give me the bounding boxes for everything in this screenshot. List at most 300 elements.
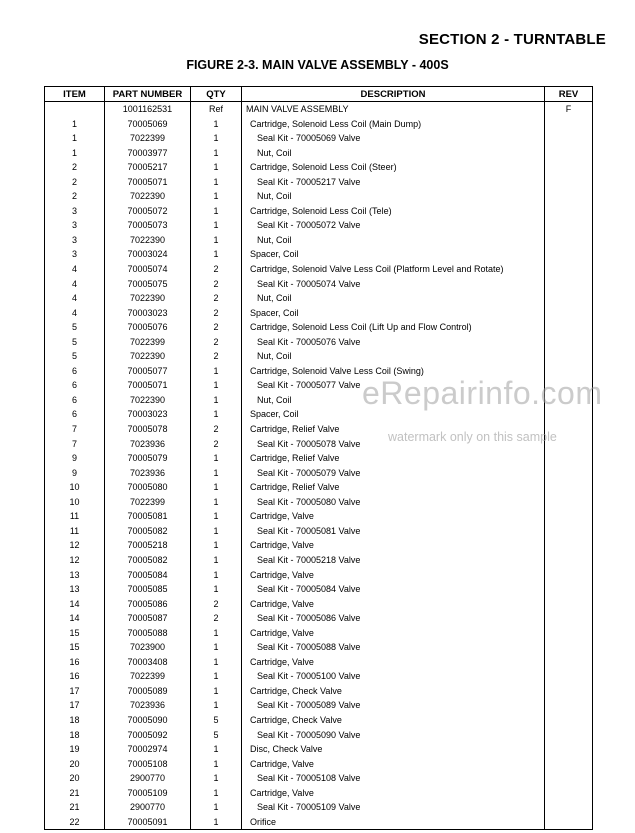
cell-description: Seal Kit - 70005217 Valve [242, 175, 545, 190]
column-header-rev: REV [545, 87, 593, 102]
cell-qty: 1 [191, 669, 242, 684]
cell-part-number: 70005076 [105, 320, 191, 335]
cell-item: 3 [45, 233, 105, 248]
cell-qty: 1 [191, 175, 242, 190]
cell-part-number: 70005079 [105, 451, 191, 466]
cell-description: Seal Kit - 70005108 Valve [242, 771, 545, 786]
cell-qty: 1 [191, 698, 242, 713]
cell-description: Cartridge, Solenoid Less Coil (Main Dump) [242, 117, 545, 132]
cell-rev [545, 277, 593, 292]
cell-qty: 1 [191, 466, 242, 481]
cell-description: Seal Kit - 70005074 Valve [242, 277, 545, 292]
cell-item: 11 [45, 509, 105, 524]
cell-qty: 1 [191, 131, 242, 146]
cell-qty: 1 [191, 378, 242, 393]
cell-description: Cartridge, Solenoid Less Coil (Tele) [242, 204, 545, 219]
table-row [45, 160, 593, 175]
cell-part-number: 7022390 [105, 349, 191, 364]
cell-part-number: 70002974 [105, 742, 191, 757]
cell-part-number: 1001162531 [105, 102, 191, 117]
table-row [45, 306, 593, 321]
cell-rev [545, 698, 593, 713]
column-header-description: DESCRIPTION [242, 87, 545, 102]
table-row [45, 102, 593, 117]
table-row [45, 815, 593, 830]
cell-item [45, 102, 105, 117]
cell-description: Cartridge, Valve [242, 757, 545, 772]
cell-description: Spacer, Coil [242, 407, 545, 422]
cell-qty: 5 [191, 728, 242, 743]
table-row [45, 728, 593, 743]
cell-rev [545, 757, 593, 772]
watermark-note: watermark only on this sample [388, 430, 557, 444]
cell-part-number: 2900770 [105, 800, 191, 815]
cell-description: Cartridge, Check Valve [242, 684, 545, 699]
cell-item: 14 [45, 597, 105, 612]
cell-description: Cartridge, Solenoid Valve Less Coil (Platform Level and Rotate) [242, 262, 545, 277]
cell-description: Seal Kit - 70005084 Valve [242, 582, 545, 597]
cell-description: Cartridge, Relief Valve [242, 451, 545, 466]
cell-qty: 2 [191, 437, 242, 452]
cell-rev [545, 626, 593, 641]
cell-rev [545, 815, 593, 830]
cell-part-number: 7022390 [105, 189, 191, 204]
figure-title: FIGURE 2-3. MAIN VALVE ASSEMBLY - 400S [186, 58, 449, 72]
cell-part-number: 7022390 [105, 393, 191, 408]
table-row [45, 713, 593, 728]
cell-part-number: 7022399 [105, 131, 191, 146]
table-row [45, 335, 593, 350]
cell-description: Cartridge, Solenoid Less Coil (Steer) [242, 160, 545, 175]
cell-rev [545, 160, 593, 175]
cell-item: 2 [45, 160, 105, 175]
table-row [45, 538, 593, 553]
cell-item: 16 [45, 669, 105, 684]
table-row [45, 247, 593, 262]
cell-item: 13 [45, 568, 105, 583]
cell-description: Cartridge, Valve [242, 538, 545, 553]
cell-rev [545, 669, 593, 684]
table-row [45, 640, 593, 655]
cell-description: Cartridge, Valve [242, 655, 545, 670]
cell-description: Seal Kit - 70005079 Valve [242, 466, 545, 481]
cell-part-number: 70005092 [105, 728, 191, 743]
cell-description: Seal Kit - 70005077 Valve [242, 378, 545, 393]
cell-part-number: 7022399 [105, 669, 191, 684]
cell-item: 9 [45, 466, 105, 481]
cell-item: 11 [45, 524, 105, 539]
table-row [45, 757, 593, 772]
cell-item: 3 [45, 247, 105, 262]
cell-rev [545, 495, 593, 510]
table-row [45, 626, 593, 641]
cell-item: 20 [45, 757, 105, 772]
cell-part-number: 70005071 [105, 175, 191, 190]
cell-part-number: 70005109 [105, 786, 191, 801]
cell-part-number: 70005086 [105, 597, 191, 612]
cell-qty: 2 [191, 335, 242, 350]
cell-part-number: 70005085 [105, 582, 191, 597]
cell-rev: F [545, 102, 593, 117]
table-row [45, 175, 593, 190]
cell-qty: 1 [191, 160, 242, 175]
cell-rev [545, 117, 593, 132]
table-row [45, 146, 593, 161]
cell-description: Seal Kit - 70005090 Valve [242, 728, 545, 743]
cell-item: 4 [45, 291, 105, 306]
cell-part-number: 70005073 [105, 218, 191, 233]
cell-qty: 2 [191, 262, 242, 277]
section-title: SECTION 2 - TURNTABLE [418, 31, 606, 48]
cell-part-number: 70005081 [105, 509, 191, 524]
cell-qty: 1 [191, 786, 242, 801]
cell-description: Seal Kit - 70005069 Valve [242, 131, 545, 146]
cell-description: Seal Kit - 70005086 Valve [242, 611, 545, 626]
table-row [45, 451, 593, 466]
cell-part-number: 70005108 [105, 757, 191, 772]
cell-rev [545, 175, 593, 190]
cell-rev [545, 538, 593, 553]
cell-item: 20 [45, 771, 105, 786]
cell-rev [545, 131, 593, 146]
cell-rev [545, 771, 593, 786]
cell-description: Seal Kit - 70005100 Valve [242, 669, 545, 684]
cell-qty: 1 [191, 757, 242, 772]
cell-description: Seal Kit - 70005081 Valve [242, 524, 545, 539]
table-row [45, 524, 593, 539]
cell-rev [545, 655, 593, 670]
cell-qty: 1 [191, 742, 242, 757]
cell-item: 6 [45, 407, 105, 422]
cell-description: Seal Kit - 70005078 Valve [242, 437, 545, 452]
cell-part-number: 70005218 [105, 538, 191, 553]
cell-rev [545, 509, 593, 524]
cell-rev [545, 189, 593, 204]
table-row [45, 582, 593, 597]
cell-item: 4 [45, 262, 105, 277]
table-row [45, 771, 593, 786]
cell-item: 4 [45, 277, 105, 292]
cell-item: 12 [45, 553, 105, 568]
cell-qty: 1 [191, 204, 242, 219]
cell-part-number: 70005089 [105, 684, 191, 699]
cell-rev [545, 786, 593, 801]
cell-qty: 1 [191, 626, 242, 641]
cell-item: 19 [45, 742, 105, 757]
cell-description: Seal Kit - 70005089 Valve [242, 698, 545, 713]
cell-item: 5 [45, 349, 105, 364]
cell-part-number: 70005072 [105, 204, 191, 219]
cell-rev [545, 262, 593, 277]
cell-rev [545, 800, 593, 815]
cell-rev [545, 480, 593, 495]
watermark-brand: eRepairinfo.com [362, 375, 603, 411]
table-row [45, 669, 593, 684]
cell-item: 16 [45, 655, 105, 670]
cell-qty: 1 [191, 684, 242, 699]
cell-item: 15 [45, 640, 105, 655]
cell-item: 17 [45, 698, 105, 713]
cell-qty: 1 [191, 509, 242, 524]
cell-part-number: 70005087 [105, 611, 191, 626]
cell-rev [545, 582, 593, 597]
cell-description: Orifice [242, 815, 545, 830]
cell-part-number: 70005084 [105, 568, 191, 583]
cell-part-number: 70005071 [105, 378, 191, 393]
cell-qty: 1 [191, 393, 242, 408]
cell-description: Nut, Coil [242, 393, 545, 408]
cell-part-number: 7023936 [105, 698, 191, 713]
cell-description: Nut, Coil [242, 291, 545, 306]
cell-item: 9 [45, 451, 105, 466]
cell-qty: 1 [191, 451, 242, 466]
cell-item: 14 [45, 611, 105, 626]
cell-qty: 1 [191, 568, 242, 583]
cell-qty: 2 [191, 422, 242, 437]
cell-rev [545, 597, 593, 612]
cell-rev [545, 320, 593, 335]
cell-description: Spacer, Coil [242, 247, 545, 262]
table-row [45, 117, 593, 132]
table-row [45, 553, 593, 568]
column-header-qty: QTY [191, 87, 242, 102]
cell-item: 7 [45, 422, 105, 437]
table-row [45, 466, 593, 481]
cell-item: 7 [45, 437, 105, 452]
cell-item: 5 [45, 335, 105, 350]
cell-rev [545, 611, 593, 626]
table-row [45, 495, 593, 510]
cell-part-number: 70005075 [105, 277, 191, 292]
cell-description: Spacer, Coil [242, 306, 545, 321]
cell-item: 21 [45, 786, 105, 801]
table-row [45, 262, 593, 277]
cell-qty: 1 [191, 146, 242, 161]
cell-qty: 1 [191, 218, 242, 233]
cell-part-number: 7022390 [105, 291, 191, 306]
cell-qty: 1 [191, 117, 242, 132]
table-row [45, 320, 593, 335]
cell-rev [545, 306, 593, 321]
cell-part-number: 70005077 [105, 364, 191, 379]
cell-qty: 1 [191, 815, 242, 830]
table-row [45, 786, 593, 801]
cell-qty: 2 [191, 611, 242, 626]
cell-part-number: 70003023 [105, 407, 191, 422]
cell-description: MAIN VALVE ASSEMBLY [242, 102, 545, 117]
cell-rev [545, 640, 593, 655]
cell-rev [545, 218, 593, 233]
table-row [45, 698, 593, 713]
column-header-item: ITEM [45, 87, 105, 102]
cell-description: Seal Kit - 70005080 Valve [242, 495, 545, 510]
cell-description: Nut, Coil [242, 146, 545, 161]
cell-qty: 1 [191, 640, 242, 655]
cell-item: 10 [45, 495, 105, 510]
cell-rev [545, 349, 593, 364]
cell-description: Nut, Coil [242, 349, 545, 364]
cell-qty: 1 [191, 655, 242, 670]
cell-description: Seal Kit - 70005088 Valve [242, 640, 545, 655]
cell-part-number: 70003977 [105, 146, 191, 161]
cell-rev [545, 146, 593, 161]
cell-item: 17 [45, 684, 105, 699]
cell-qty: 1 [191, 553, 242, 568]
cell-rev [545, 451, 593, 466]
table-row [45, 131, 593, 146]
cell-qty: 2 [191, 349, 242, 364]
cell-qty: 1 [191, 771, 242, 786]
table-row [45, 189, 593, 204]
cell-item: 12 [45, 538, 105, 553]
cell-description: Cartridge, Valve [242, 786, 545, 801]
cell-rev [545, 742, 593, 757]
cell-description: Cartridge, Valve [242, 626, 545, 641]
cell-description: Cartridge, Relief Valve [242, 480, 545, 495]
cell-rev [545, 713, 593, 728]
table-row [45, 568, 593, 583]
cell-qty: 1 [191, 247, 242, 262]
cell-part-number: 70003024 [105, 247, 191, 262]
cell-part-number: 7023936 [105, 466, 191, 481]
cell-description: Nut, Coil [242, 233, 545, 248]
cell-rev [545, 233, 593, 248]
cell-part-number: 70005090 [105, 713, 191, 728]
table-row [45, 233, 593, 248]
table-row [45, 480, 593, 495]
table-row [45, 800, 593, 815]
cell-item: 1 [45, 131, 105, 146]
table-header-row [45, 87, 593, 102]
cell-description: Seal Kit - 70005109 Valve [242, 800, 545, 815]
cell-qty: 2 [191, 597, 242, 612]
cell-part-number: 70003408 [105, 655, 191, 670]
cell-qty: 1 [191, 495, 242, 510]
cell-part-number: 7023900 [105, 640, 191, 655]
cell-item: 21 [45, 800, 105, 815]
cell-qty: 1 [191, 800, 242, 815]
cell-item: 10 [45, 480, 105, 495]
cell-description: Cartridge, Check Valve [242, 713, 545, 728]
table-row [45, 742, 593, 757]
cell-part-number: 70005078 [105, 422, 191, 437]
parts-table [44, 86, 593, 830]
cell-part-number: 70005069 [105, 117, 191, 132]
table-row [45, 655, 593, 670]
cell-qty: 2 [191, 320, 242, 335]
cell-part-number: 2900770 [105, 771, 191, 786]
cell-rev [545, 247, 593, 262]
cell-description: Disc, Check Valve [242, 742, 545, 757]
table-row [45, 218, 593, 233]
cell-item: 15 [45, 626, 105, 641]
table-row [45, 611, 593, 626]
cell-description: Nut, Coil [242, 189, 545, 204]
cell-item: 18 [45, 713, 105, 728]
cell-part-number: 7022399 [105, 335, 191, 350]
cell-rev [545, 684, 593, 699]
cell-qty: 1 [191, 364, 242, 379]
column-header-part-number: PART NUMBER [105, 87, 191, 102]
cell-description: Cartridge, Solenoid Less Coil (Lift Up and Flow Control) [242, 320, 545, 335]
cell-description: Seal Kit - 70005072 Valve [242, 218, 545, 233]
cell-item: 1 [45, 117, 105, 132]
table-row [45, 277, 593, 292]
table-row [45, 291, 593, 306]
table-row [45, 684, 593, 699]
cell-item: 13 [45, 582, 105, 597]
table-row [45, 349, 593, 364]
cell-rev [545, 204, 593, 219]
table-row [45, 509, 593, 524]
cell-item: 22 [45, 815, 105, 830]
cell-part-number: 70005082 [105, 553, 191, 568]
cell-part-number: 70005074 [105, 262, 191, 277]
cell-rev [545, 568, 593, 583]
cell-qty: 1 [191, 480, 242, 495]
cell-rev [545, 466, 593, 481]
cell-part-number: 7022399 [105, 495, 191, 510]
cell-qty: 1 [191, 582, 242, 597]
cell-qty: 2 [191, 277, 242, 292]
cell-rev [545, 553, 593, 568]
cell-rev [545, 524, 593, 539]
cell-item: 5 [45, 320, 105, 335]
cell-rev [545, 335, 593, 350]
cell-item: 18 [45, 728, 105, 743]
cell-description: Cartridge, Solenoid Valve Less Coil (Swing) [242, 364, 545, 379]
cell-qty: 1 [191, 524, 242, 539]
cell-description: Cartridge, Relief Valve [242, 422, 545, 437]
cell-description: Cartridge, Valve [242, 597, 545, 612]
cell-part-number: 70005080 [105, 480, 191, 495]
cell-item: 1 [45, 146, 105, 161]
cell-item: 6 [45, 393, 105, 408]
cell-part-number: 70003023 [105, 306, 191, 321]
cell-item: 4 [45, 306, 105, 321]
cell-item: 3 [45, 204, 105, 219]
cell-qty: 1 [191, 189, 242, 204]
cell-part-number: 7022390 [105, 233, 191, 248]
cell-rev [545, 291, 593, 306]
cell-item: 2 [45, 189, 105, 204]
cell-description: Seal Kit - 70005076 Valve [242, 335, 545, 350]
cell-qty: 2 [191, 291, 242, 306]
table-row [45, 597, 593, 612]
table-row [45, 204, 593, 219]
cell-qty: 2 [191, 306, 242, 321]
cell-part-number: 70005082 [105, 524, 191, 539]
cell-qty: 1 [191, 233, 242, 248]
cell-rev [545, 728, 593, 743]
cell-description: Seal Kit - 70005218 Valve [242, 553, 545, 568]
cell-part-number: 70005091 [105, 815, 191, 830]
cell-part-number: 70005088 [105, 626, 191, 641]
cell-item: 6 [45, 378, 105, 393]
cell-description: Cartridge, Valve [242, 568, 545, 583]
cell-description: Cartridge, Valve [242, 509, 545, 524]
cell-part-number: 7023936 [105, 437, 191, 452]
cell-item: 2 [45, 175, 105, 190]
cell-item: 3 [45, 218, 105, 233]
cell-item: 6 [45, 364, 105, 379]
cell-qty: Ref [191, 102, 242, 117]
cell-qty: 1 [191, 538, 242, 553]
cell-qty: 1 [191, 407, 242, 422]
parts-table-body [45, 102, 593, 830]
cell-part-number: 70005217 [105, 160, 191, 175]
cell-qty: 5 [191, 713, 242, 728]
